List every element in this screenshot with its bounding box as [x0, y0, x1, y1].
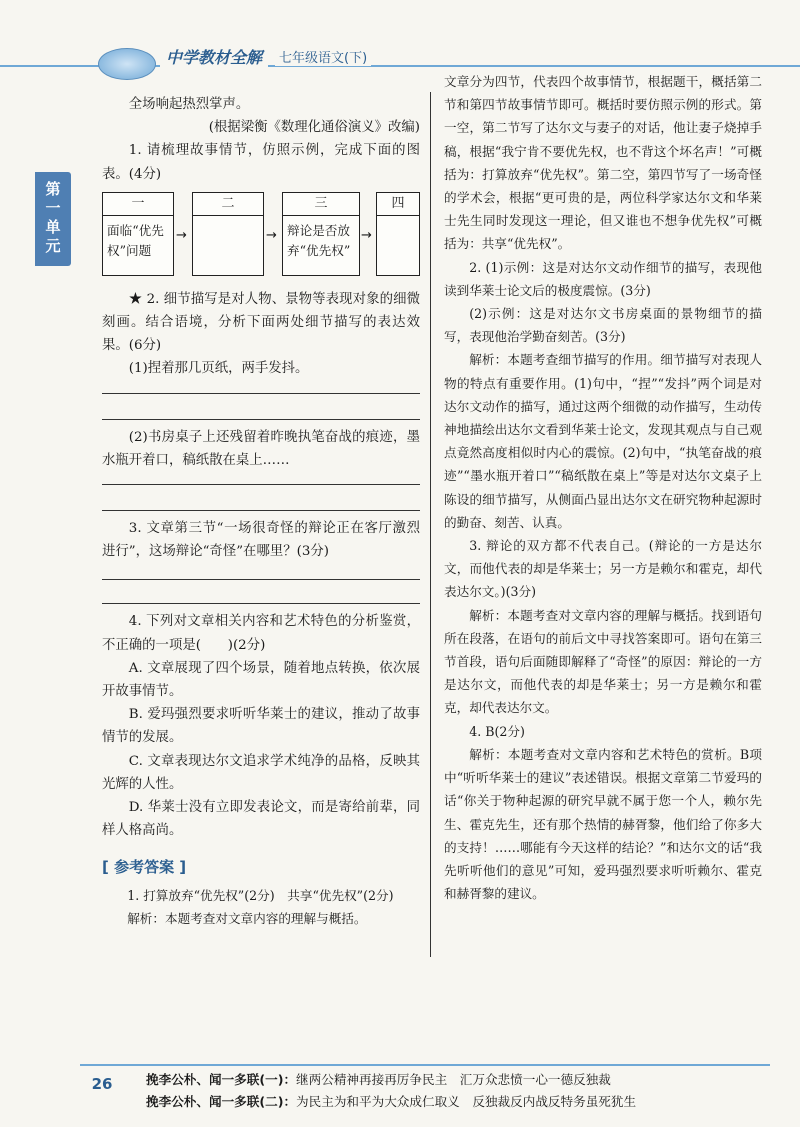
- source-note: (根据梁衡《数理化通俗演义》改编): [208, 120, 420, 136]
- flow-box-1: [102, 192, 174, 276]
- couplet-1-text: 继两公精神再接再厉争民主 汇万众悲愤一心一德反独裁: [296, 1072, 611, 1087]
- reference-answers-title: [ 参考答案 ]: [102, 858, 187, 877]
- answer-2-1: 2. (1)示例：这是对达尔文动作细节的描写，表现他读到华莱士论文后的极度震惊。(3分): [444, 259, 762, 298]
- couplet-2: [146, 1092, 636, 1112]
- answer-3: 3. 辩论的双方都不代表自己。(辩论的一方是达尔文，而他代表的却是华莱士；另一方是赖尔和霍克，却代表达尔文。)(3分): [444, 538, 762, 600]
- question-1: 1. 请梳理故事情节，仿照示例，完成下面的图表。(4分): [102, 143, 420, 182]
- plot-flowchart: [102, 192, 420, 280]
- answer-2-explanation: 解析：本题考查细节描写的作用。细节描写对表现人物的特点有重要作用。(1)句中，“捏”“发抖”两个词是对达尔文动作的描写，通过这两个细微的动作描写，生动传神地描绘出达尔文看到华莱士论文，发现其观点与自己观点竟然高度相似时内心的震惊。(2)句中，“执笔奋战的痕迹”“墨水瓶开着口”“稿纸散在桌上”等是对达尔文桌子上陈设的细节描写，从侧面凸显出达尔文在研究物种起源时的勤奋、刻苦、认真。: [444, 352, 762, 530]
- option-d: D. 华莱士没有立即发表论文，而是寄给前辈，同样人格高尚。: [102, 800, 420, 839]
- question-4: 4. 下列对文章相关内容和艺术特色的分析鉴赏，不正确的一项是( )(2分): [102, 614, 420, 653]
- series-title: 中学教材全解: [160, 45, 268, 68]
- option-a: A. 文章展现了四个场景，随着地点转换，依次展开故事情节。: [102, 660, 420, 700]
- flow-box-text: 面临“优先权”问题: [107, 222, 164, 258]
- answer-line[interactable]: [102, 510, 420, 511]
- arrow-right-icon: →: [176, 227, 187, 243]
- question-3: 3. 文章第三节“一场很奇怪的辩论正在客厅激烈进行”，这场辩论“奇怪”在哪里？(3分): [102, 521, 420, 560]
- question-2-part-2: (2)书房桌子上还残留着昨晚执笔奋战的痕迹，墨水瓶开着口，稿纸散在桌上……: [102, 429, 420, 468]
- right-column: [444, 70, 762, 905]
- answer-4: 4. B(2分): [469, 723, 525, 739]
- flow-box-2: [192, 192, 264, 276]
- couplet-1: [146, 1070, 611, 1090]
- answer-4-explanation: 解析：本题考查对文章内容和艺术特色的赏析。B项中“听听华莱士的建议”表述错误。根据文章第二节爱玛的话“你关于物种起源的研究早就不属于您一个人，赖尔先生、霍克先生，还有那个热情的赫胥黎，他们给了你多大的支持！……哪能有今天这样的结论？”和达尔文的话“我先听听他们的意见”可知，爱玛强烈要求听听赖尔、霍克和赫胥黎的建议。: [444, 746, 762, 902]
- answer-line[interactable]: [102, 579, 420, 580]
- arrow-right-icon: →: [361, 227, 372, 243]
- flow-box-4: [376, 192, 420, 276]
- answer-3-explanation: 解析：本题考查对文章内容的理解与概括。找到语句所在段落，在语句的前后文中寻找答案即可。语句在第三节首段，语句后面随即解释了“奇怪”的原因：辩论的一方是达尔文，而他代表的却是华莱士；另一方是赖尔和霍克，却代表达尔文。: [444, 607, 762, 716]
- unit-tab-label: 第一单元: [43, 181, 62, 257]
- couplet-1-title: 挽李公朴、闻一多联(一)：: [146, 1072, 297, 1087]
- option-b: B. 爱玛强烈要求听听华莱士的建议，推动了故事情节的发展。: [102, 707, 420, 746]
- answer-line[interactable]: [102, 419, 420, 420]
- flow-box-number: 一: [103, 193, 173, 216]
- answer-1-explanation: 解析：本题考查对文章内容的理解与概括。: [127, 910, 367, 926]
- answer-line[interactable]: [102, 393, 420, 394]
- left-column: [102, 93, 420, 930]
- answer-line[interactable]: [102, 603, 420, 604]
- column-divider: [430, 92, 431, 957]
- book-logo-icon: [98, 48, 156, 80]
- unit-tab: [35, 172, 71, 266]
- flow-box-number: 二: [193, 193, 263, 216]
- flow-box-3: [282, 192, 360, 276]
- flow-box-number: 三: [283, 193, 359, 216]
- page-footer: [0, 1062, 800, 1127]
- option-c: C. 文章表现达尔文追求学术纯净的品格，反映其光辉的人性。: [102, 753, 420, 792]
- book-subtitle: 七年级语文(下): [275, 47, 371, 66]
- answer-1-explanation-cont: 文章分为四节，代表四个故事情节，根据题干，概括第二节和第四节故事情节即可。概括时要仿照示例的形式。第一空，第二节写了达尔文与妻子的对话，他让妻子烧掉手稿，根据“我宁肯不要优先权，也不背这个坏名声！”可概括为：打算放弃“优先权”。第二空，第四节写了一场奇怪的学术会，根据“更可贵的是，两位科学家达尔文和华莱士先生同时发现这一理论，但又谁也不想争优先权”可概括为：共享“优先权”。: [444, 74, 762, 252]
- couplet-2-title: 挽李公朴、闻一多联(二)：: [146, 1094, 297, 1109]
- question-2: ★ 2. 细节描写是对人物、景物等表现对象的细微刻画。结合语境，分析下面两处细节描写的表达效果。(6分): [102, 291, 420, 354]
- flow-box-blank: [377, 216, 419, 226]
- footer-rule: [80, 1064, 770, 1066]
- question-2-part-1: (1)捏着那几页纸，两手发抖。: [128, 361, 309, 377]
- answer-line[interactable]: [102, 484, 420, 485]
- answer-1: 1. 打算放弃“优先权”(2分) 共享“优先权”(2分): [127, 887, 394, 903]
- text-end: 全场响起热烈掌声。: [128, 97, 250, 112]
- answer-2-2: (2)示例：这是对达尔文书房桌面的景物细节的描写，表现他治学勤奋刻苦。(3分): [444, 306, 762, 345]
- page-number: 26: [91, 1075, 113, 1093]
- arrow-right-icon: →: [266, 227, 277, 243]
- flow-box-text: 辩论是否放弃“优先权”: [287, 222, 351, 258]
- couplet-2-text: 为民主为和平为大众成仁取义 反独裁反内战反特务虽死犹生: [296, 1094, 637, 1109]
- flow-box-number: 四: [377, 193, 419, 216]
- flow-box-blank: [193, 216, 263, 226]
